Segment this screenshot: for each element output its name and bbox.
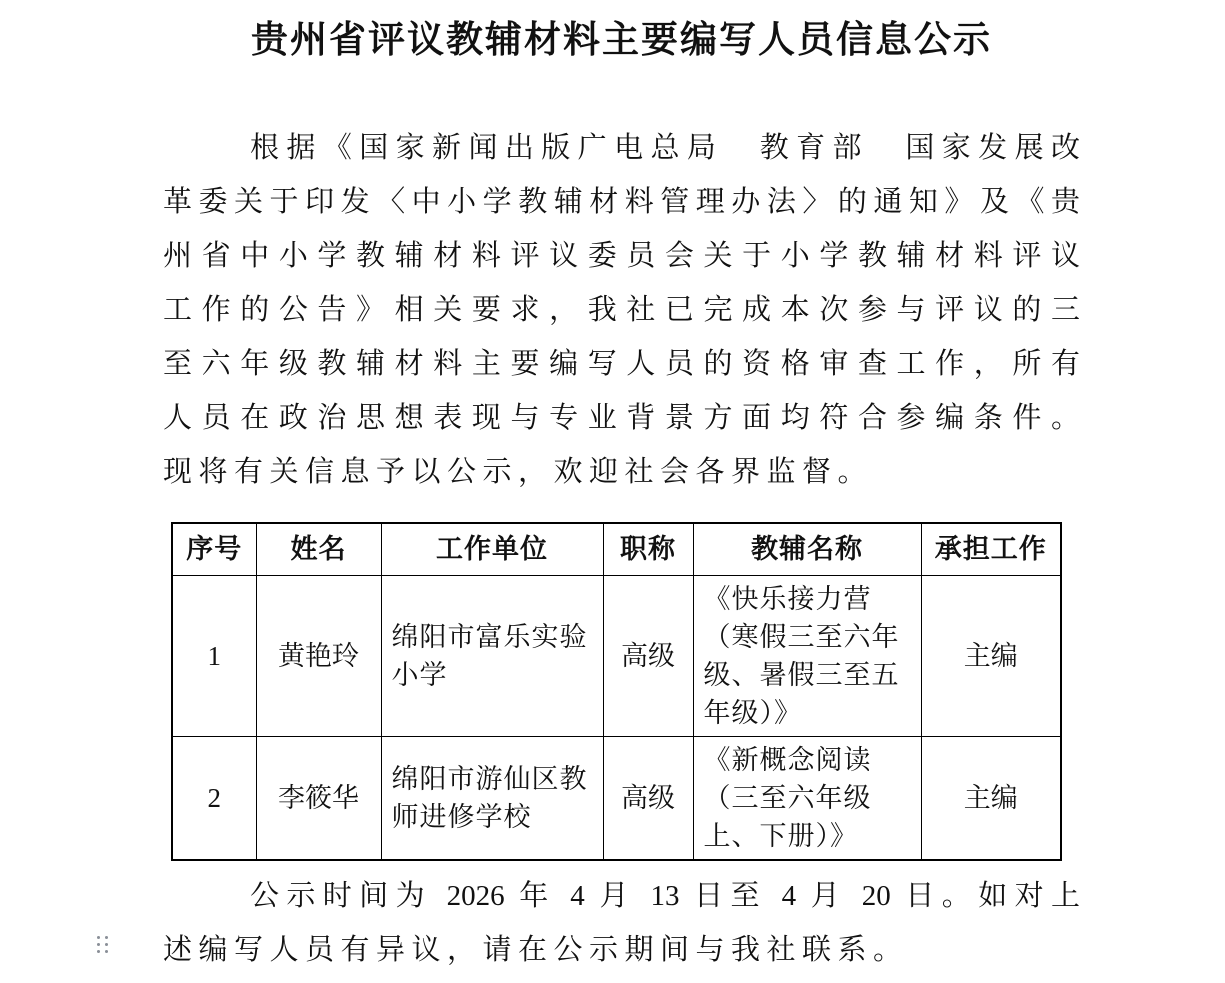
cell-role: 主编 (921, 575, 1061, 736)
cell-title-rank: 高级 (603, 736, 693, 860)
dot (97, 950, 100, 953)
header-role: 承担工作 (921, 523, 1061, 575)
cell-name: 黄艳玲 (256, 575, 381, 736)
cell-index: 2 (172, 736, 256, 860)
body-paragraph (163, 121, 1080, 499)
paragraph-line: 州省中小学教辅材料评议委员会关于小学教辅材料评议 (163, 240, 1080, 272)
closing-paragraph (163, 869, 1080, 977)
cell-workplace: 绵阳市游仙区教师进修学校 (381, 736, 603, 860)
header-title-rank: 职称 (603, 523, 693, 575)
cell-name: 李筱华 (256, 736, 381, 860)
paragraph-line: 工作的公告》相关要求，我社已完成本次参与评议的三 (163, 294, 1080, 326)
cell-workplace: 绵阳市富乐实验小学 (381, 575, 603, 736)
table-row (172, 736, 1061, 860)
paragraph-line: 公示时间为 2026 年 4 月 13 日至 4 月 20 日。如对上 (250, 880, 1080, 912)
cell-title-rank: 高级 (603, 575, 693, 736)
cell-material: 《快乐接力营（寒假三至六年级、暑假三至五年级）》 (693, 575, 921, 736)
cell-role: 主编 (921, 736, 1061, 860)
editors-table (171, 522, 1062, 861)
paragraph-line: 述编写人员有异议，请在公示期间与我社联系。 (163, 934, 909, 966)
header-workplace: 工作单位 (381, 523, 603, 575)
cell-index: 1 (172, 575, 256, 736)
dot (97, 936, 100, 939)
cell-material: 《新概念阅读（三至六年级上、下册）》 (693, 736, 921, 860)
paragraph-line: 至六年级教辅材料主要编写人员的资格审查工作，所有 (163, 348, 1080, 380)
dot (105, 936, 108, 939)
table-row (172, 575, 1061, 736)
table-header-row (172, 523, 1061, 575)
page-title: 贵州省评议教辅材料主要编写人员信息公示 (251, 19, 992, 60)
header-name: 姓名 (256, 523, 381, 575)
paragraph-line: 革委关于印发〈中小学教辅材料管理办法〉的通知》及《贵 (163, 186, 1080, 218)
paragraph-line: 人员在政治思想表现与专业背景方面均符合参编条件。 (163, 402, 1080, 434)
dot (105, 950, 108, 953)
paragraph-line: 根据《国家新闻出版广电总局 教育部 国家发展改 (250, 132, 1080, 164)
dot (97, 943, 100, 946)
dot (105, 943, 108, 946)
paragraph-line: 现将有关信息予以公示，欢迎社会各界监督。 (163, 456, 874, 488)
header-material: 教辅名称 (693, 523, 921, 575)
drag-handle-icon[interactable] (97, 936, 111, 956)
header-index: 序号 (172, 523, 256, 575)
